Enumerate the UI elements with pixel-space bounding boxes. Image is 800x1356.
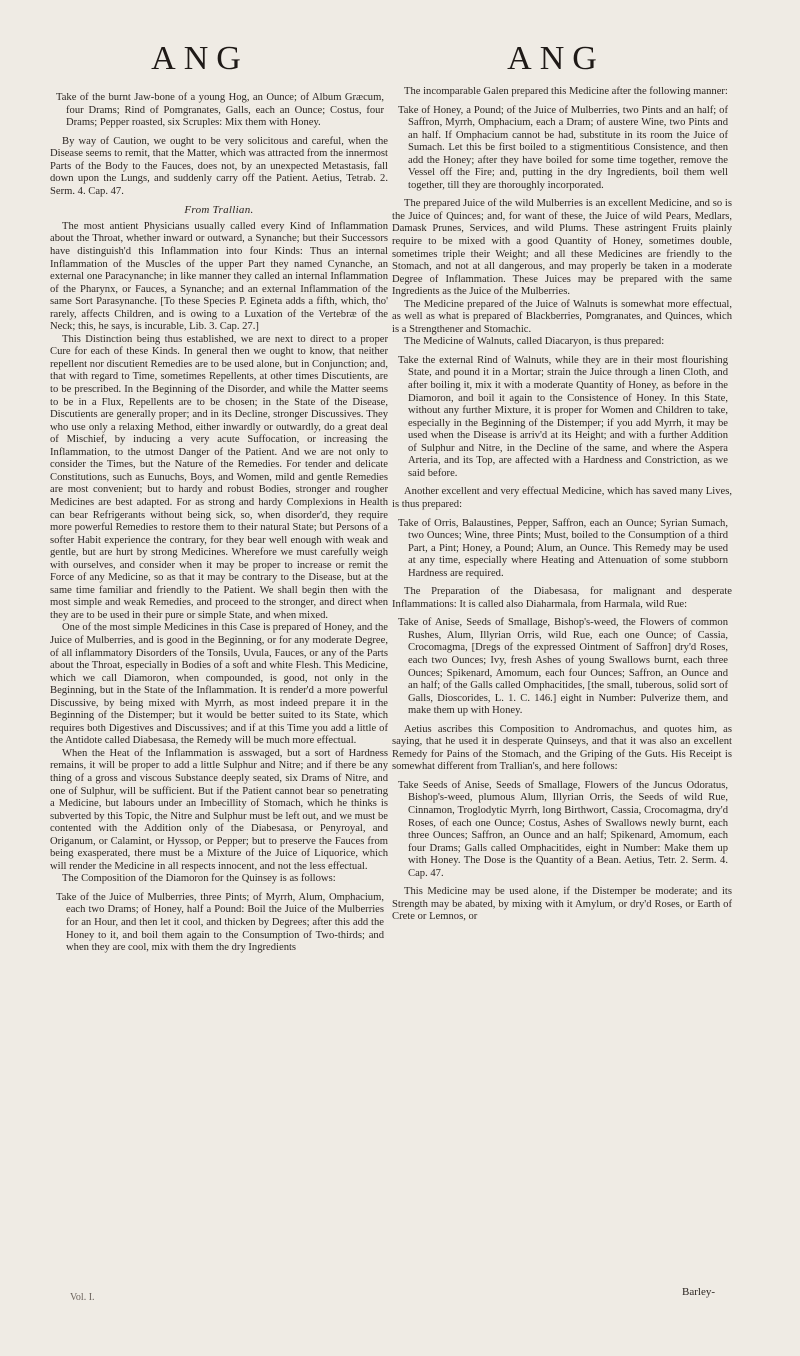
left-paragraph: When the Heat of the Inflammation is asswaged, but a sort of Hardness remains, it will be proper to add a little Sulphur and Nitre; and if there be any thing of a gross and viscous Substance deeply seated, six Drams of Nitre, and one of Sulphur, will be sufficient. But if the Patient cannot bear so penetrating a Medicine, but labours under an Imbecillity of Stomach, which he thinks is subverted by this Topic, the Nitre and Sulphur must be left out, and we must be contented with the Addition only of the Diabesasa, or Penyroyal, and Origanum, or Calamint, or Hyssop, or Pepper; but to preserve the Fauces from being exasperated, there must be a Mixture of the Juice of Liquorice, which will render the Medicine in all respects innocent, and not the less effectual.	[50, 747, 388, 872]
running-head-left: ANG	[151, 40, 249, 77]
left-paragraph: One of the most simple Medicines in this Case is prepared of Honey, and the Juice of Mulberries, and is good in the Beginning, or for any moderate Degree, of all inflammatory Disorders of the Tonsils, Uvula, Fauces, or any of the Parts about the Throat, especially in Bodies of a soft and white Flesh. This Medicine, which we call Diamoron, when compounded, is good, not only in the Beginning, but in the State of the Inflammation. It is render'd a more powerful Discussive, by being mixed with Myrrh, as most indeed prepare it in the Beginning of the Distemper; but it would be better suited to its State, which requires both Digestives and Discussives; and if at this Time you add a little of the Antidote called Diabesasa, the Remedy will be much more effectual.	[50, 622, 388, 747]
left-paragraph: This Distinction being thus established, we are next to direct to a proper Cure for each of these Kinds. In general then we ought to know, that neither repellent nor discutient Remedies are to be used alone, but in Conjunction; and, that with regard to Time, sometimes Repellents, at other times Discutients, are to be prescribed. In the Beginning of the Disorder, and while the Matter seems to be in a Flux, Repellents are to be chosen; in the State of the Disease, Discutients are generally proper; and in its Decline, stronger Discussives. They who use only a relaxing Method, either inwardly or outwardly, do a great deal of Mischief, by inducing a very acute Suffocation, or increasing the Inflammation, to the utmost Danger of the Patient. And we are not only to consider the Times, but the Nature of the Remedies. For tender and delicate Constitutions, such as Eunuchs, Boys, and Women, mild and gentle Remedies are most convenient; but to hardy and robust Bodies, stronger and rougher Medicines are best adapted. For as strong and hardy Complexions in Health can bear Refrigerants without being sick, so, when disorder'd, they require more powerful Remedies to restore them to their natural State; but Persons of a softer Habit experience the contrary, for they bear well enough with weak and gentle, but are hurt by strong Medicines. Wherefore we must carefully weigh with ourselves, and consider when it may be proper to increase or remit the Force of any Medicine, so as that it may be contrary to the Disease, but at the same time familiar and friendly to the Patient. We shall begin then with the most simple and weak Remedies, and proceed to the stronger, and direct when they are to be used in their pure or simple State, and when mixed.	[50, 333, 388, 621]
right-recipe: Take of Honey, a Pound; of the Juice of Mulberries, two Pints and an half; of Saffron, Myrrh, Omphacium, each a Dram; of austere Wine, two Pints and an half. If Omphacium cannot be had, substitute in its room the Juice of Sumach. Let this be first boiled to a stigmentitious Consistence, and then add the Honey; after they have boiled for some time together, remove the Vessel off the Fire; and, putting in the dry Ingredients, boil them well together, till they are thoroughly incorporated.	[398, 104, 728, 191]
right-paragraph: The Preparation of the Diabesasa, for malignant and desperate Inflammations: It is called also Diaharmala, from Harmala, wild Rue:	[392, 586, 732, 610]
right-paragraph: The Medicine of Walnuts, called Diacaryon, is thus prepared:	[404, 336, 665, 348]
right-paragraph: Aetius ascribes this Composition to Andromachus, and quotes him, as saying, that he used it in desperate Quinseys, and that it was also an excellent Remedy for Pains of the Stomach, and the Griping of the Guts. His Receipt is somewhat different from Trallian's, and here follows:	[392, 723, 732, 773]
left-paragraph: The Composition of the Diamoron for the Quinsey is as follows:	[62, 873, 336, 885]
left-section-heading: From Trallian.	[184, 204, 254, 217]
left-recipe: Take of the burnt Jaw-bone of a young Hog, an Ounce; of Album Græcum, four Drams; Rind of Pomgranates, Galls, each an Ounce; Costus, four Drams; Pepper roasted, six Scruples: Mix them with Honey.	[56, 92, 384, 129]
right-recipe: Take of Orris, Balaustines, Pepper, Saffron, each an Ounce; Syrian Sumach, two Ounces; Wine, three Pints; Must, boiled to the Consumption of a third Part, a Pint; Honey, a Pound; Alum, an Ounce. This Remedy may be used at any time, especially where Heating and Attenuation of some stubborn Hardness are required.	[398, 517, 728, 579]
right-column	[392, 86, 732, 924]
right-recipe: Take Seeds of Anise, Seeds of Smallage, Flowers of the Juncus Odoratus, Bishop's-weed, plumous Alum, Illyrian Orris, the Seeds of wild Rue, Cinnamon, Troglodytic Myrrh, long Birthwort, Cassia, Crocomagma, dry'd Roses, of each one Ounce; Costus, Ashes of Swallows newly burnt, each three Ounces; Saffron, an Ounce and an half; Spikenard, Amomum, each four Drams; Galls called Omphacitides, eight in Number: Make them up with Honey. The Dose is the Quantity of a Bean. Aetius, Tetr. 2. Serm. 4. Cap. 47.	[398, 779, 728, 879]
left-recipe: Take of the Juice of Mulberries, three Pints; of Myrrh, Alum, Omphacium, each two Drams; of Honey, half a Pound: Boil the Juice of the Mulberries for an Hour, and then let it cool, and thicken by Degrees; after this add the Honey to it, and boil them again to the Consumption of Two-thirds; and when they are cool, mix with them the dry Ingredients	[56, 891, 384, 954]
running-head-right: ANG	[507, 40, 605, 77]
left-paragraph: By way of Caution, we ought to be very solicitous and careful, when the Disease seems to remit, that the Matter, which was attracted from the innermost Parts of the Body to the Fauces, does not, by an unexpected Metastasis, fall down upon the Lungs, and suddenly carry off the Patient. Aetius, Tetrab. 2. Serm. 4. Cap. 47.	[50, 135, 388, 197]
signature-mark: Vol. I.	[70, 1292, 95, 1303]
right-paragraph: This Medicine may be used alone, if the Distemper be moderate; and its Strength may be abated, by mixing with it Amylum, or dry'd Roses, or Earth of Crete or Lemnos, or	[392, 886, 732, 923]
right-paragraph: The Medicine prepared of the Juice of Walnuts is somewhat more effectual, as well as what is prepared of Blackberries, Pomgranates, and Quinces, which is a Strengthener and Stomachic.	[392, 298, 732, 335]
right-recipe: Take the external Rind of Walnuts, while they are in their most flourishing State, and pound it in a Mortar; strain the Juice through a linen Cloth, and after boiling it, mix it with a moderate Quantity of Honey, as before in the Diamoron, and boil it again to the Consistence of Honey. In this State, without any further Mixture, it is proper for Women and Children to take, especially in the Beginning of the Distemper; if you add Myrrh, it may be used when the Disease is arriv'd at its Height; and with a further Addition of Sulphur and Nitre, in the Decline of the same, and where the Aspera Arteria, and its Top, are affected with a Hardness and Constriction, as we said before.	[398, 354, 728, 479]
right-paragraph: The prepared Juice of the wild Mulberries is an excellent Medicine, and so is the Juice of Quinces; and, for want of these, the Juice of wild Pears, Medlars, Damask Prunes, Services, and wild Plums. These astringent Fruits plainly require to be mixed with a good Quantity of Honey, sometimes double, sometimes triple their Weight; and all these Medicines are friendly to the Stomach, and not at all dangerous, and may properly be taken in a moderate Degree of Inflammation. These Juices may be prepared with the same Ingredients as the Juice of the Mulberries.	[392, 198, 732, 298]
left-paragraph: The most antient Physicians usually called every Kind of Inflammation about the Throat, whether inward or outward, a Synanche; but their Successors have distinguish'd this Inflammation into four Kinds: Thus an internal Inflammation of the Muscles of the upper Part they named Cynanche, an external one Paracynanche; in like manner they called an internal Inflammation of the Pharynx, or Fauces, a Synanche; and an external Inflammation of the same Sort Parasynanche. [To these Species P. Egineta adds a fifth, which, tho' rarely, affects Children, and is owing to a Luxation of the Vertebræ of the Neck; this, he says, is incurable, Lib. 3. Cap. 27.]	[50, 220, 388, 333]
right-paragraph: The incomparable Galen prepared this Medicine after the following manner:	[404, 86, 728, 97]
right-recipe: Take of Anise, Seeds of Smallage, Bishop's-weed, the Flowers of common Rushes, Alum, Illyrian Orris, wild Rue, each one Ounce; of Cassia, Crocomagma, [Dregs of the expressed Ointment of Saffron] dry'd Roses, each two Ounces; Ivy, fresh Ashes of young Swallows burnt, each three Ounces; Spikenard, Amomum, each four Ounces; Saffron, an Ounce and an half; of the Galls called Omphacitides, [the small, tuberous, solid sort of Galls, Dioscorides, L. 1. C. 146.] eight in Number: Pulverize them, and make them up with Honey.	[398, 617, 728, 717]
catchword: Barley-	[682, 1286, 715, 1298]
left-column	[50, 86, 388, 961]
right-paragraph: Another excellent and very effectual Medicine, which has saved many Lives, is thus prepared:	[392, 486, 732, 510]
